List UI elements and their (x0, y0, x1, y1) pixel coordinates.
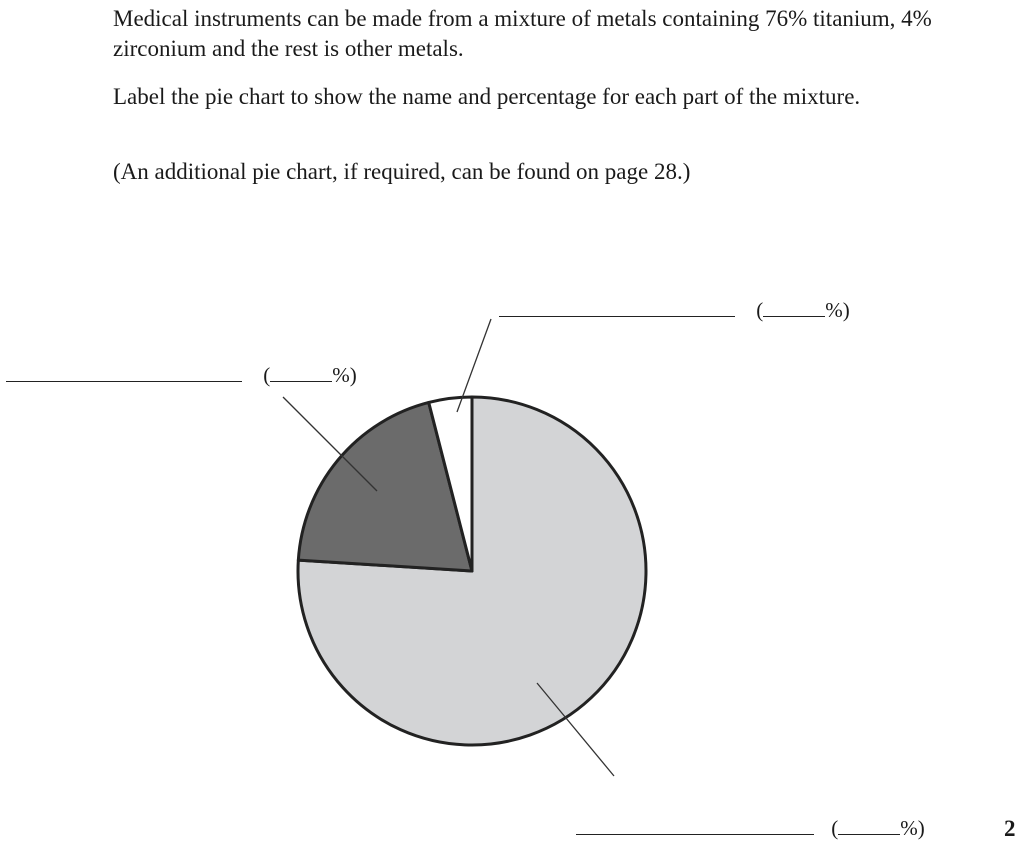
percent-answer-line[interactable] (763, 316, 825, 317)
open-paren: ( (831, 816, 839, 840)
name-answer-line[interactable] (576, 834, 814, 835)
question-paragraph-3: (An additional pie chart, if required, can be found on page 28.) (113, 159, 691, 184)
percent-suffix: %) (825, 298, 850, 322)
marks-value: 2 (1004, 816, 1016, 841)
name-answer-line[interactable] (499, 316, 735, 317)
percent-suffix: %) (900, 816, 925, 840)
answer-label-top (499, 298, 850, 323)
percent-answer-line[interactable] (270, 381, 332, 382)
answer-label-bottom (576, 816, 925, 841)
open-paren: ( (263, 363, 271, 387)
percent-answer-line[interactable] (838, 834, 900, 835)
question-paragraph-2: Label the pie chart to show the name and percentage for each part of the mixture. (113, 84, 861, 109)
answer-label-left (6, 363, 357, 388)
question-paragraph-1: Medical instruments can be made from a mixture of metals containing 76% titanium, 4% zirconium and the rest is other metals. (113, 6, 932, 61)
open-paren: ( (756, 298, 764, 322)
name-answer-line[interactable] (6, 381, 242, 382)
percent-suffix: %) (332, 363, 357, 387)
